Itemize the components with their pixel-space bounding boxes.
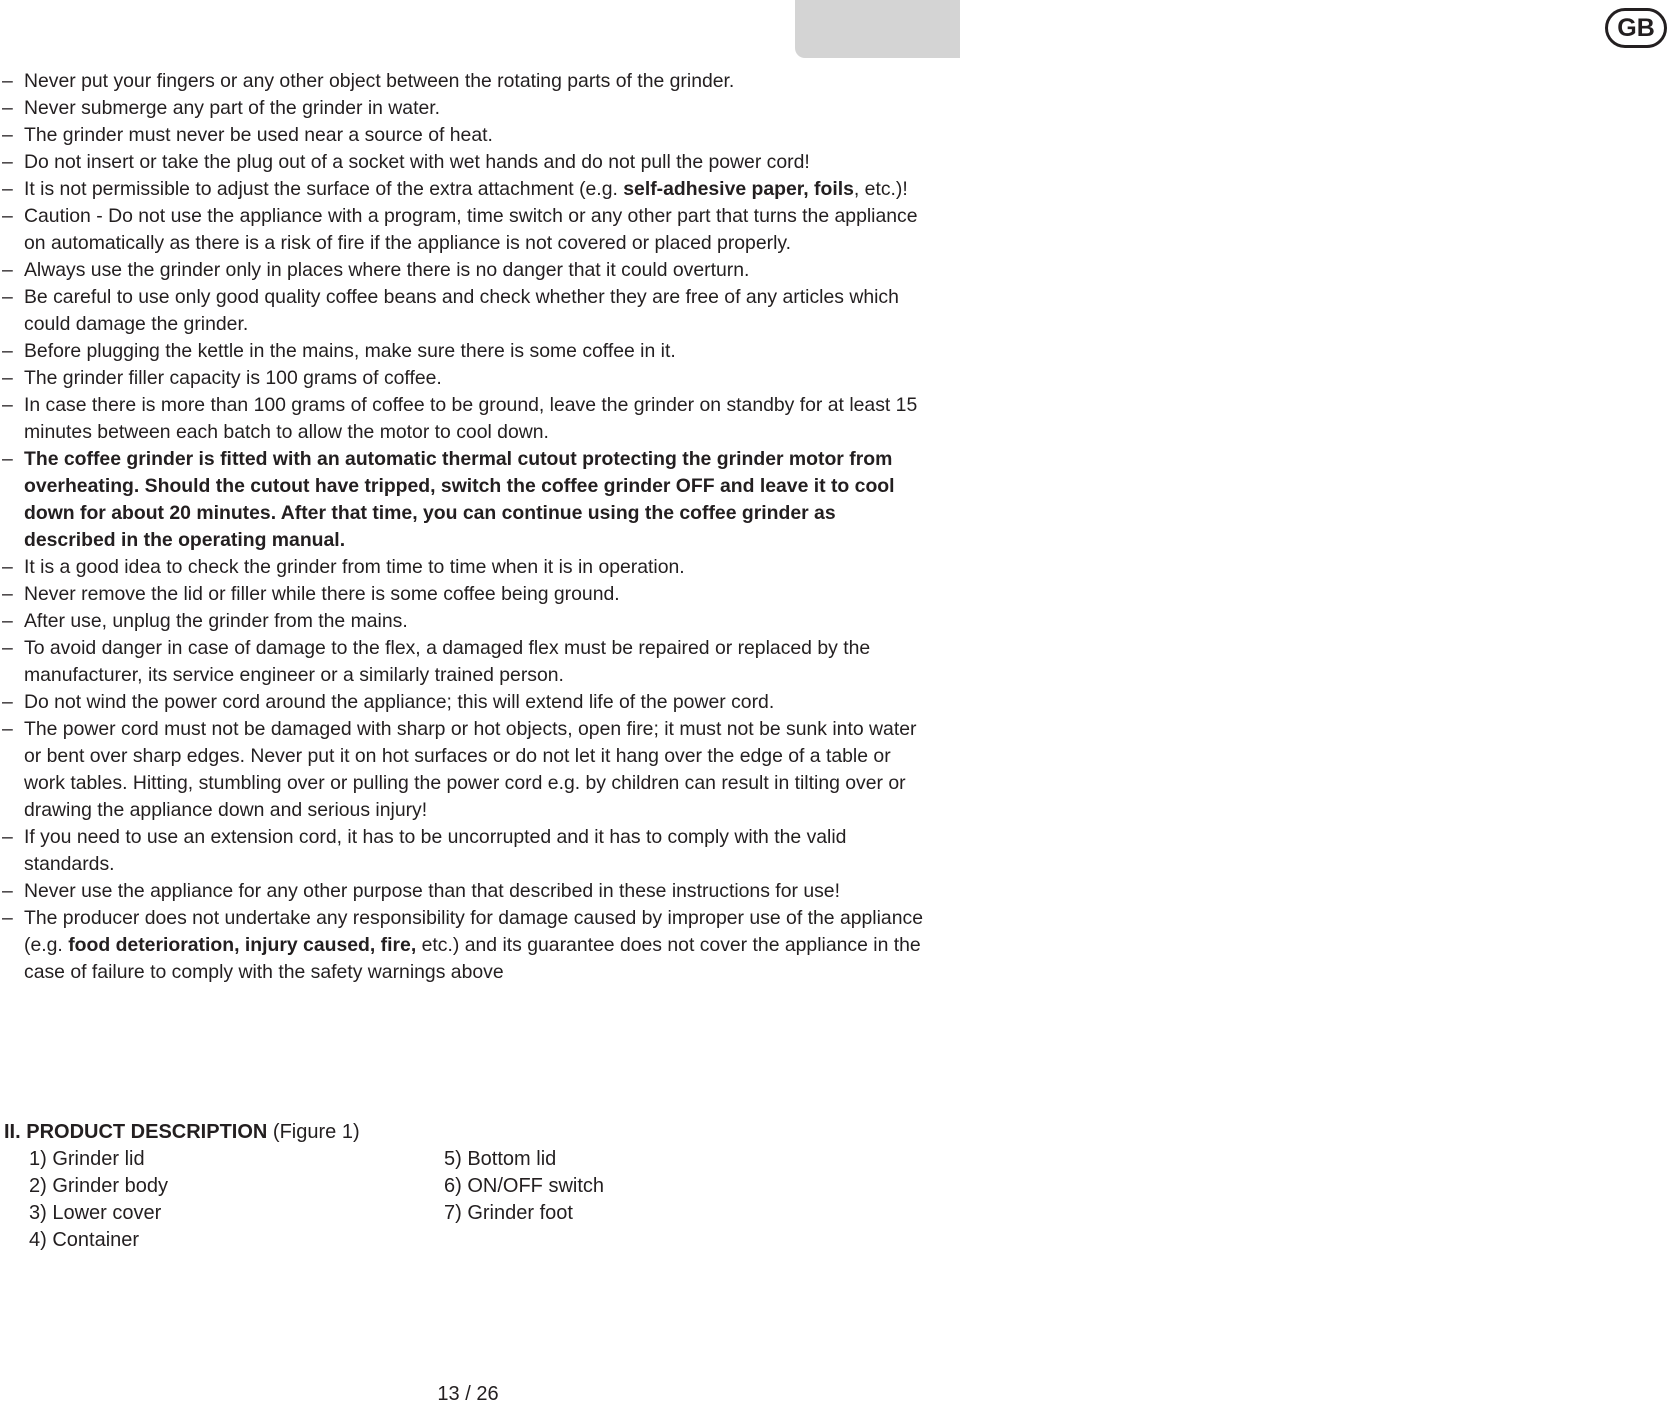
rule-text: The grinder filler capacity is 100 grams of coffee. <box>24 367 442 389</box>
bullet-dash: – <box>2 907 13 929</box>
bullet-dash: – <box>2 340 13 362</box>
safety-rule <box>0 176 924 203</box>
part-item: 6) ON/OFF switch <box>444 1175 605 1197</box>
rule-text: The grinder must never be used near a source of heat. <box>24 124 493 146</box>
parts-list-left <box>29 1146 168 1254</box>
part-item: 7) Grinder foot <box>444 1202 573 1224</box>
rule-text: Never use the appliance for any other purpose than that described in these instructions for use! <box>24 880 840 902</box>
safety-rule <box>0 635 924 689</box>
safety-rule <box>0 554 924 581</box>
safety-rule <box>0 446 924 554</box>
bullet-dash: – <box>2 178 13 200</box>
safety-rule <box>0 122 924 149</box>
bullet-dash: – <box>2 556 13 578</box>
safety-rule <box>0 203 924 257</box>
part-item: 5) Bottom lid <box>444 1148 557 1170</box>
rule-text: self-adhesive paper, foils <box>623 178 854 200</box>
rule-text: Never put your fingers or any other object between the rotating parts of the grinder. <box>24 70 735 92</box>
bullet-dash: – <box>2 259 13 281</box>
safety-rules-list <box>0 68 960 986</box>
safety-rule <box>0 392 924 446</box>
safety-rule <box>0 878 924 905</box>
rule-text: To avoid danger in case of damage to the flex, a damaged flex must be repaired or replaced by the manufacturer, its service engineer or a similarly trained person. <box>24 637 871 686</box>
section-heading <box>4 1119 360 1146</box>
bullet-dash: – <box>2 367 13 389</box>
bullet-dash: – <box>2 583 13 605</box>
bullet-dash: – <box>2 151 13 173</box>
rule-text: Be careful to use only good quality coffee beans and check whether they are free of any articles which could damage the grinder. <box>24 286 899 335</box>
rule-text: After use, unplug the grinder from the mains. <box>24 610 408 632</box>
safety-rule <box>0 824 924 878</box>
page-number: 13 / 26 <box>437 1383 499 1405</box>
rule-text: Do not wind the power cord around the appliance; this will extend life of the power cord. <box>24 691 775 713</box>
bullet-dash: – <box>2 394 13 416</box>
rule-text: It is not permissible to adjust the surface of the extra attachment (e.g. <box>24 178 624 200</box>
safety-rule <box>0 716 924 824</box>
rule-text: The coffee grinder is fitted with an automatic thermal cutout protecting the grinder motor from overheating. Should the cutout have tripped, switch the coffee grinder OFF and leave it to cool down for about 20 minutes. After that time, you can continue using the coffee grinder as described in the operating manual. <box>24 448 895 551</box>
rule-text: , etc.)! <box>853 178 908 200</box>
safety-rule <box>0 581 924 608</box>
parts-list-right <box>444 1146 604 1227</box>
part-item: 3) Lower cover <box>29 1202 162 1224</box>
section-figure-note: (Figure 1) <box>267 1121 360 1143</box>
language-badge: GB <box>1605 8 1667 48</box>
bullet-dash: – <box>2 826 13 848</box>
bullet-dash: – <box>2 610 13 632</box>
part-item: 1) Grinder lid <box>29 1148 145 1170</box>
safety-rule <box>0 905 924 986</box>
bullet-dash: – <box>2 880 13 902</box>
safety-rule <box>0 689 924 716</box>
rule-text: It is a good idea to check the grinder from time to time when it is in operation. <box>24 556 685 578</box>
bullet-dash: – <box>2 286 13 308</box>
safety-rule <box>0 365 924 392</box>
rule-text: Do not insert or take the plug out of a socket with wet hands and do not pull the power cord! <box>24 151 810 173</box>
bullet-dash: – <box>2 637 13 659</box>
safety-rule <box>0 68 924 95</box>
rule-text: The producer does not undertake any responsibility for damage caused by improper use of the appliance (e.g. <box>24 907 923 956</box>
rule-text: etc.) and its guarantee does not cover the appliance in the case of failure to comply with the safety warnings above <box>24 934 921 983</box>
bullet-dash: – <box>2 70 13 92</box>
safety-rule <box>0 257 924 284</box>
bullet-dash: – <box>2 718 13 740</box>
safety-rule <box>0 338 924 365</box>
rule-text: In case there is more than 100 grams of coffee to be ground, leave the grinder on standby for at least 15 minutes between each batch to allow the motor to cool down. <box>24 394 918 443</box>
section-title: II. PRODUCT DESCRIPTION <box>4 1121 268 1143</box>
bullet-dash: – <box>2 124 13 146</box>
rule-text: If you need to use an extension cord, it has to be uncorrupted and it has to comply with the valid standards. <box>24 826 847 875</box>
safety-rule <box>0 284 924 338</box>
bullet-dash: – <box>2 691 13 713</box>
safety-rule <box>0 95 924 122</box>
rule-text: Never submerge any part of the grinder in water. <box>24 97 441 119</box>
part-item: 2) Grinder body <box>29 1175 168 1197</box>
language-tab <box>795 0 1655 58</box>
part-item: 4) Container <box>29 1229 140 1251</box>
rule-text: Always use the grinder only in places where there is no danger that it could overturn. <box>24 259 750 281</box>
safety-rule <box>0 608 924 635</box>
safety-rule <box>0 149 924 176</box>
rule-text: The power cord must not be damaged with sharp or hot objects, open fire; it must not be sunk into water or bent over sharp edges. Never put it on hot surfaces or do not let it hang over the edge of a table or work tables. Hitting, stumbling over or pulling the power cord e.g. by children can result in tilting over or drawing the appliance down and serious injury! <box>24 718 917 821</box>
rule-text: food deterioration, injury caused, fire, <box>68 934 417 956</box>
rule-text: Before plugging the kettle in the mains, make sure there is some coffee in it. <box>24 340 676 362</box>
bullet-dash: – <box>2 448 13 470</box>
bullet-dash: – <box>2 205 13 227</box>
rule-text: Never remove the lid or filler while there is some coffee being ground. <box>24 583 620 605</box>
rule-text: Caution - Do not use the appliance with a program, time switch or any other part that turns the appliance on automatically as there is a risk of fire if the appliance is not covered or placed properly. <box>24 205 918 254</box>
bullet-dash: – <box>2 97 13 119</box>
